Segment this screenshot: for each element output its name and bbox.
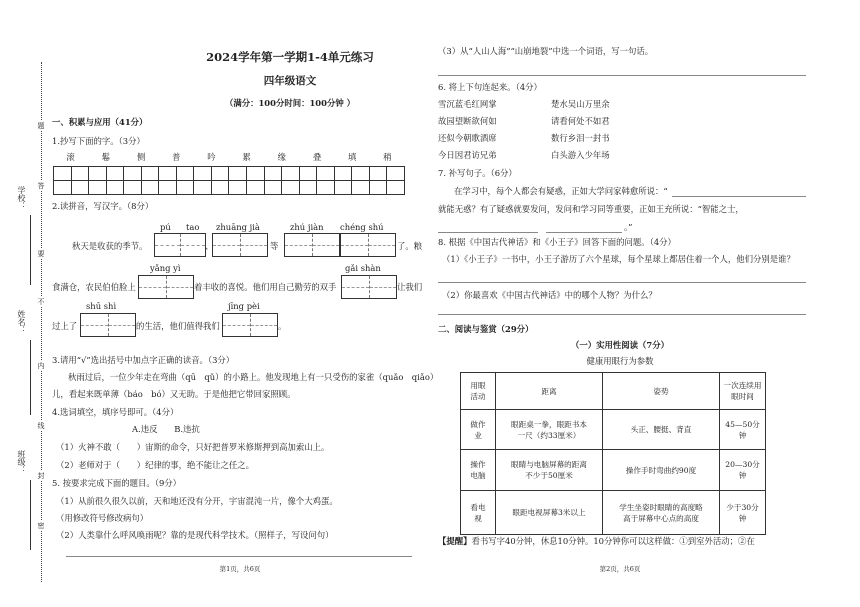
q8-item: （1）《小王子》一书中，小王子游历了六个星球，每个星球上都居住着一个人，他们分别是谁？: [442, 254, 795, 264]
pinyin: yǎng yì: [150, 263, 181, 273]
school-label: 学校：: [17, 186, 26, 210]
q2-text: 秋天是收获的季节。: [72, 241, 148, 251]
q6-right: 楚水吴山万里余: [551, 99, 610, 109]
copy-char: 叠: [312, 152, 322, 162]
tip-row: [438, 536, 755, 547]
table-cell: 头正、腰挺、背直: [603, 410, 720, 450]
answer-box[interactable]: [284, 233, 340, 257]
table-cell: 眼距桌一拳，眼距书本 一尺（约33厘米）: [496, 410, 603, 450]
q7-text: 在学习中，每个人都会有疑惑，正如大学问家韩愈所说：“: [454, 186, 668, 196]
copy-char: 稍: [383, 152, 392, 162]
q6-right: 数行乡泪一封书: [551, 133, 610, 143]
copy-char: 缘: [277, 152, 286, 162]
table-header: 姿势: [603, 373, 720, 410]
fold-mark: 不: [37, 298, 45, 305]
answer-line[interactable]: [438, 314, 806, 315]
table-cell: 做作 业: [461, 410, 496, 450]
answer-box[interactable]: [340, 233, 396, 257]
q2-text: 了。粮: [397, 241, 423, 251]
copy-char: 侧: [136, 152, 146, 162]
q6-right: 白头游入少年场: [551, 150, 610, 160]
fold-mark: 内: [37, 362, 45, 369]
question-7: 7. 补写句子。（6分）: [438, 168, 517, 178]
table-cell: 眼睛与电脑屏幕的距离 不少于50厘米: [496, 450, 603, 491]
q2-text: 让我们: [397, 282, 423, 292]
pinyin: shū shì: [86, 301, 117, 311]
q6-left: 雪沉蓝毛红网掌: [438, 99, 497, 109]
answer-line[interactable]: [438, 75, 806, 76]
answer-box[interactable]: [212, 233, 268, 257]
table-cell: 看电 视: [461, 491, 496, 535]
q5-text: （1）从前很久很久以前，天和地还没有分开，宇宙混沌一片，像个大鸡蛋。: [56, 496, 338, 506]
exam-subtitle: 四年级语文: [263, 75, 317, 87]
question-6: 6. 将上下句连起来。（4分）: [438, 82, 542, 92]
section-heading: 一、积累与应用（41分）: [52, 117, 148, 127]
answer-line[interactable]: [66, 556, 412, 557]
copy-char: 鬈: [101, 152, 110, 162]
question-2: 2.读拼音，写汉字。（8分）: [52, 201, 154, 211]
q5-text: （用修改符号修改病句）: [56, 513, 149, 523]
pinyin: chéng shú: [340, 222, 384, 232]
copy-char: 填: [348, 152, 357, 162]
fold-mark: 答: [37, 182, 45, 189]
fold-line: [41, 62, 42, 582]
pinyin: gǎi shàn: [345, 263, 381, 273]
copy-char: 滚: [66, 152, 75, 162]
table-cell: 操作手时弯曲约90度: [603, 450, 720, 491]
tip-text: 看书写字40分钟，休息10分钟。10分钟你可以这样做：①到室外活动；②在: [471, 536, 755, 546]
q4-options: A.违反 B.违抗: [132, 424, 200, 434]
q6-left: 还似今朝歌酒席: [438, 133, 497, 143]
table-cell: 45—50分 钟: [720, 410, 766, 450]
school-blank[interactable]: [30, 215, 31, 285]
copy-char: 吟: [207, 152, 216, 162]
answer-line[interactable]: [546, 232, 622, 233]
question-5: 5. 按要求完成下面的题目。（9分）: [52, 478, 182, 488]
answer-box[interactable]: [154, 233, 206, 257]
reading-title: （一）实用性阅读（7分）: [571, 340, 669, 350]
q6-left: 故园望断欲何如: [438, 116, 497, 126]
q2-text: 。: [278, 321, 287, 331]
class-label: 班级：: [17, 450, 26, 474]
q3-text: 秋雨过后，一位少年走在弯曲（qū qǔ）的小路上。他发现地上有一只受伤的家雀（quǎo qiǎo）: [68, 372, 439, 382]
q2-text: 过上了: [52, 321, 78, 331]
page-number-left: 第1页，共6页: [219, 565, 261, 573]
answer-box[interactable]: [138, 275, 194, 299]
answer-line[interactable]: [438, 232, 538, 233]
q2-text: 等: [270, 241, 279, 251]
q2-text: 的生活，他们值得我们: [136, 321, 220, 331]
fold-mark: 题: [37, 122, 45, 129]
q3-text: 儿，看起来既单薄（báo bó）又无助。于是他把它带回家照顾。: [52, 389, 296, 399]
table-cell: 眼距电视屏幕3米以上: [496, 491, 603, 535]
q2-text: 着丰收的喜悦。他们用自己勤劳的双手: [194, 282, 337, 292]
question-4: 4.选词填空，填序号即可。（4分）: [52, 407, 179, 417]
answer-box[interactable]: [80, 313, 136, 337]
pinyin: zhú jiàn: [290, 222, 324, 232]
copy-char: 累: [242, 152, 251, 162]
answer-box[interactable]: [341, 275, 397, 299]
pinyin: pú: [160, 222, 171, 232]
q7-text: 就能无惑？有了疑惑就要发问，发问和学习同等重要，正如王充所说：“智能之士，: [438, 204, 744, 214]
q6-right: 请看何处不如君: [551, 116, 610, 126]
answer-line[interactable]: [438, 282, 806, 283]
page-number-right: 第2页，共6页: [599, 565, 641, 573]
exam-title: 2024学年第一学期1-4单元练习: [206, 50, 374, 64]
fold-mark: 密: [37, 522, 45, 529]
table-cell: 操作 电脑: [461, 450, 496, 491]
table-cell: 20—30分 钟: [720, 450, 766, 491]
answer-line[interactable]: [672, 196, 806, 197]
fold-mark: 要: [37, 250, 45, 257]
fold-mark: 线: [37, 422, 45, 429]
copy-characters-row: [53, 151, 405, 163]
q4-item: （2）老师对于（ ）纪律的事，绝不能让之任之。: [56, 460, 254, 470]
table-cell: 少于30分 钟: [720, 491, 766, 535]
pinyin: jīng pèi: [228, 301, 260, 311]
q2-text: 食满仓，农民伯伯脸上: [52, 282, 136, 292]
copy-char: 普: [172, 152, 181, 162]
section-heading: 二、阅读与鉴赏（29分）: [438, 324, 534, 334]
table-header: 用眼 活动: [461, 373, 496, 410]
health-table: [460, 372, 766, 535]
name-label: 姓名：: [17, 310, 26, 334]
pinyin: tao: [186, 222, 200, 232]
q2-text: 、: [205, 241, 214, 251]
name-blank[interactable]: [30, 340, 31, 415]
answer-box[interactable]: [222, 313, 278, 337]
table-cell: 学生坐姿时眼睛的高度略 高于屏幕中心点的高度: [603, 491, 720, 535]
q3-cont: （3）从“人山人海”“山崩地裂”中选一个词语，写一句话。: [438, 46, 654, 56]
q8-item: （2）你最喜欢《中国古代神话》中的哪个人物？为什么？: [442, 290, 657, 300]
fold-mark: 封: [37, 472, 45, 479]
tip-label: 【提醒】: [438, 536, 472, 546]
question-8: 8. 根据《中国古代神话》和《小王子》回答下面的问题。（4分）: [438, 237, 676, 247]
question-1: 1.抄写下面的字。（3分）: [52, 136, 145, 146]
class-blank[interactable]: [30, 480, 31, 550]
question-3: 3.请用“√”选出括号中加点字正确的读音。（3分）: [52, 355, 235, 365]
q4-item: （1）火神不敢（ ）宙斯的命令，只好把普罗米修斯押到高加索山上。: [56, 442, 330, 452]
table-header: 一次连续用 眼时间: [720, 373, 766, 410]
q6-left: 今日因君访兄弟: [438, 150, 497, 160]
pinyin: zhuāng jià: [216, 222, 260, 232]
table-header: 距离: [496, 373, 603, 410]
copy-writing-grid[interactable]: [53, 166, 405, 195]
binding-margin: [0, 0, 48, 607]
reading-subtitle: 健康用眼行为参数: [586, 356, 654, 366]
q5-text: （2）人类靠什么呼风唤雨呢？靠的是现代科学技术。（照样子，写设问句）: [56, 530, 334, 540]
exam-meta: （满分：100分时间：100分钟 ）: [224, 98, 355, 108]
q7-text: 。”: [624, 222, 633, 232]
